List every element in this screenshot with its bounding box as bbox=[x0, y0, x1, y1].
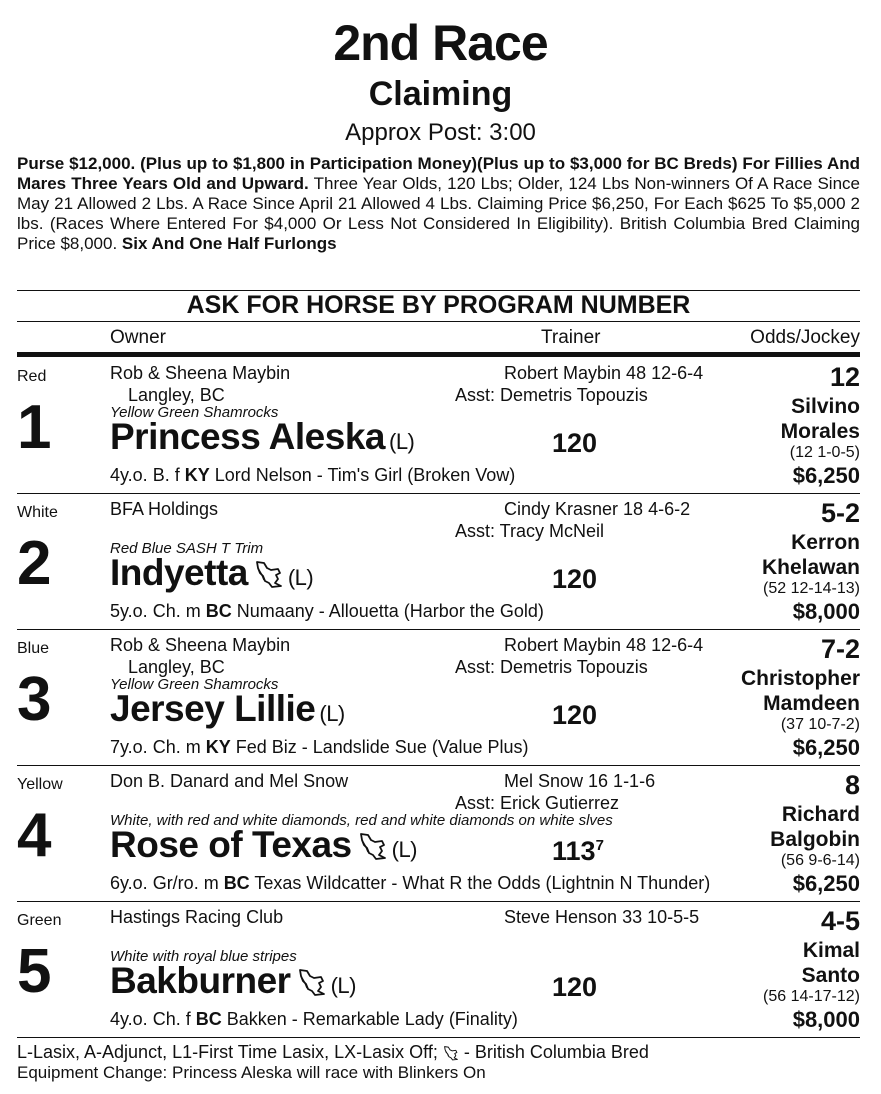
claiming-price: $8,000 bbox=[792, 599, 860, 624]
jockey-record: (52 12-14-13) bbox=[763, 580, 860, 597]
medication: (L) bbox=[389, 429, 415, 454]
saddle-cloth-color: Blue bbox=[17, 640, 50, 657]
weight-value: 113 bbox=[552, 836, 596, 866]
age-sex: 5y.o. Ch. m bbox=[110, 601, 206, 621]
state-bred: KY bbox=[205, 737, 231, 757]
jockey-first: Kerron bbox=[791, 531, 860, 554]
claiming-price: $6,250 bbox=[792, 463, 860, 488]
weight-value: 120 bbox=[552, 972, 598, 1002]
weight bbox=[552, 972, 597, 1003]
trainer: Robert Maybin 48 12-6-4 bbox=[504, 363, 704, 383]
weight bbox=[552, 836, 604, 867]
program-number: 5 bbox=[17, 937, 52, 1006]
saddle-cloth-color: White bbox=[17, 504, 58, 521]
conditions-text: Three Year Olds, 120 Lbs; Older, 124 Lbs Non-winners Of A Race Since May 21 Allowed 2 Lbs. A Race Since April 21 Allowed 4 Lbs. Claiming Price $6,250, For Each $625 To $5,000 2 lbs. (Races Where Entered For $4,000 Or Less Not Considered In Eligibility). British Columbia Bred Claiming Price $8,000. bbox=[17, 174, 860, 253]
medication: (L) bbox=[319, 701, 345, 726]
jockey-name bbox=[762, 530, 860, 580]
entry-row bbox=[17, 494, 860, 630]
weight bbox=[552, 428, 597, 459]
jockey-name bbox=[802, 938, 860, 988]
assistant-trainer: Asst: Demetris Topouzis bbox=[455, 657, 648, 677]
jockey-first: Christopher bbox=[740, 667, 860, 690]
morning-line-odds: 4-5 bbox=[820, 906, 860, 936]
morning-line-odds: 5-2 bbox=[820, 498, 860, 528]
medication: (L) bbox=[330, 973, 356, 998]
entry-row bbox=[17, 766, 860, 902]
horse-name: Bakburner bbox=[110, 960, 291, 1001]
assistant-trainer: Asst: Tracy McNeil bbox=[455, 521, 605, 541]
state-bred: BC bbox=[223, 873, 250, 893]
jockey-name bbox=[741, 666, 860, 716]
silks-description: Red Blue SASH T Trim bbox=[110, 540, 264, 557]
jockey-name bbox=[770, 802, 860, 852]
horse-name-line bbox=[110, 416, 414, 458]
post-time: Approx Post: 3:00 bbox=[345, 119, 536, 146]
trainer: Mel Snow 16 1-1-6 bbox=[504, 771, 656, 791]
weight bbox=[552, 700, 597, 731]
jockey-record: (37 10-7-2) bbox=[780, 716, 860, 733]
weight-value: 120 bbox=[552, 428, 598, 458]
owner-name: Don B. Danard and Mel Snow bbox=[110, 771, 349, 791]
legend-bc-text: - British Columbia Bred bbox=[458, 1042, 649, 1062]
bc-map-icon bbox=[443, 1042, 459, 1062]
equipment-change: Equipment Change: Princess Aleska will race with Blinkers On bbox=[17, 1063, 486, 1082]
legend-text: L-Lasix, A-Adjunct, L1-First Time Lasix, LX-Lasix Off; bbox=[17, 1042, 443, 1062]
medication: (L) bbox=[287, 565, 314, 590]
jockey-last: Santo bbox=[801, 964, 860, 987]
pedigree bbox=[110, 1009, 518, 1030]
weight bbox=[552, 564, 597, 595]
assistant-trainer: Asst: Erick Gutierrez bbox=[455, 793, 620, 813]
sire-dam: Numaany - Allouetta (Harbor the Gold) bbox=[231, 601, 544, 621]
jockey-record: (56 9-6-14) bbox=[780, 852, 860, 869]
entry-row bbox=[17, 358, 860, 494]
state-bred: BC bbox=[195, 1009, 222, 1029]
jockey-last: Mamdeen bbox=[763, 692, 860, 715]
morning-line-odds: 7-2 bbox=[820, 634, 860, 664]
claiming-price: $6,250 bbox=[792, 735, 860, 760]
divider bbox=[17, 321, 860, 322]
silks-description: Yellow Green Shamrocks bbox=[110, 404, 279, 421]
claiming-price: $6,250 bbox=[792, 871, 860, 896]
medication: (L) bbox=[391, 837, 418, 862]
state-bred: BC bbox=[205, 601, 232, 621]
jockey-record: (56 14-17-12) bbox=[763, 988, 860, 1005]
column-trainer: Trainer bbox=[541, 327, 601, 348]
owner-name: Rob & Sheena Maybin bbox=[110, 363, 291, 383]
header-rule bbox=[17, 352, 860, 357]
column-odds-jockey: Odds/Jockey bbox=[750, 327, 860, 348]
owner-location: Langley, BC bbox=[128, 657, 225, 677]
horse-name: Princess Aleska bbox=[110, 416, 385, 457]
saddle-cloth-color: Red bbox=[17, 368, 47, 385]
silks-description: White, with red and white diamonds, red and white diamonds on white slves bbox=[110, 812, 613, 829]
horse-name-line bbox=[110, 824, 417, 866]
age-sex: 6y.o. Gr/ro. m bbox=[110, 873, 224, 893]
race-conditions bbox=[17, 154, 860, 254]
age-sex: 4y.o. Ch. f bbox=[110, 1009, 196, 1029]
horse-name-line bbox=[110, 688, 345, 730]
trainer: Cindy Krasner 18 4-6-2 bbox=[504, 499, 691, 519]
race-type: Claiming bbox=[368, 75, 513, 113]
pedigree bbox=[110, 873, 710, 894]
morning-line-odds: 12 bbox=[829, 362, 860, 392]
owner-name: BFA Holdings bbox=[110, 499, 219, 519]
jockey-last: Morales bbox=[780, 420, 860, 443]
silks-description: White with royal blue stripes bbox=[110, 948, 297, 965]
jockey-first: Kimal bbox=[802, 939, 860, 962]
horse-name: Rose of Texas bbox=[110, 824, 352, 865]
sire-dam: Texas Wildcatter - What R the Odds (Lightnin N Thunder) bbox=[249, 873, 711, 893]
pedigree bbox=[110, 737, 529, 758]
entry-row bbox=[17, 630, 860, 766]
program-number: 2 bbox=[17, 529, 52, 598]
sire-dam: Fed Biz - Landslide Sue (Value Plus) bbox=[230, 737, 529, 757]
program-number: 1 bbox=[17, 393, 52, 462]
bc-map-icon bbox=[352, 824, 388, 865]
conditions-bold: Purse $12,000. (Plus up to $1,800 in Participation Money)(Plus up to $3,000 for BC Breds) For Fillies And Mares Three Years Old and Upward. bbox=[17, 154, 860, 193]
sire-dam: Lord Nelson - Tim's Girl (Broken Vow) bbox=[209, 465, 516, 485]
jockey-first: Silvino bbox=[791, 395, 860, 418]
owner-name: Hastings Racing Club bbox=[110, 907, 284, 927]
entry-row bbox=[17, 902, 860, 1038]
horse-name: Jersey Lillie bbox=[110, 688, 316, 729]
apprentice-allowance: 7 bbox=[595, 837, 604, 854]
saddle-cloth-color: Green bbox=[17, 912, 62, 929]
jockey-record: (12 1-0-5) bbox=[789, 444, 860, 461]
bc-map-icon bbox=[291, 960, 327, 1001]
trainer: Robert Maybin 48 12-6-4 bbox=[504, 635, 704, 655]
assistant-trainer: Asst: Demetris Topouzis bbox=[455, 385, 648, 405]
jockey-first: Richard bbox=[781, 803, 860, 826]
sire-dam: Bakken - Remarkable Lady (Finality) bbox=[221, 1009, 518, 1029]
claiming-price: $8,000 bbox=[792, 1007, 860, 1032]
trainer: Steve Henson 33 10-5-5 bbox=[504, 907, 700, 927]
entry-divider bbox=[17, 1037, 860, 1038]
silks-description: Yellow Green Shamrocks bbox=[110, 676, 279, 693]
legend bbox=[17, 1042, 649, 1063]
weight-value: 120 bbox=[552, 564, 598, 594]
jockey-last: Khelawan bbox=[761, 556, 860, 579]
jockey-name bbox=[781, 394, 860, 444]
bc-map-icon bbox=[248, 552, 284, 593]
program-number: 4 bbox=[17, 801, 52, 870]
jockey-last: Balgobin bbox=[770, 828, 860, 851]
pedigree bbox=[110, 601, 544, 622]
owner-location: Langley, BC bbox=[128, 385, 225, 405]
weight-value: 120 bbox=[552, 700, 598, 730]
age-sex: 7y.o. Ch. m bbox=[110, 737, 206, 757]
state-bred: KY bbox=[184, 465, 210, 485]
pedigree bbox=[110, 465, 515, 486]
ask-banner: ASK FOR HORSE BY PROGRAM NUMBER bbox=[186, 291, 691, 319]
morning-line-odds: 8 bbox=[844, 770, 860, 800]
race-distance: Six And One Half Furlongs bbox=[121, 234, 337, 253]
saddle-cloth-color: Yellow bbox=[17, 776, 63, 793]
age-sex: 4y.o. B. f bbox=[110, 465, 185, 485]
owner-name: Rob & Sheena Maybin bbox=[110, 635, 291, 655]
horse-name-line bbox=[110, 960, 356, 1002]
race-title: 2nd Race bbox=[333, 15, 548, 71]
horse-name-line bbox=[110, 552, 313, 594]
horse-name: Indyetta bbox=[110, 552, 248, 593]
program-number: 3 bbox=[17, 665, 52, 734]
column-owner: Owner bbox=[110, 327, 166, 348]
